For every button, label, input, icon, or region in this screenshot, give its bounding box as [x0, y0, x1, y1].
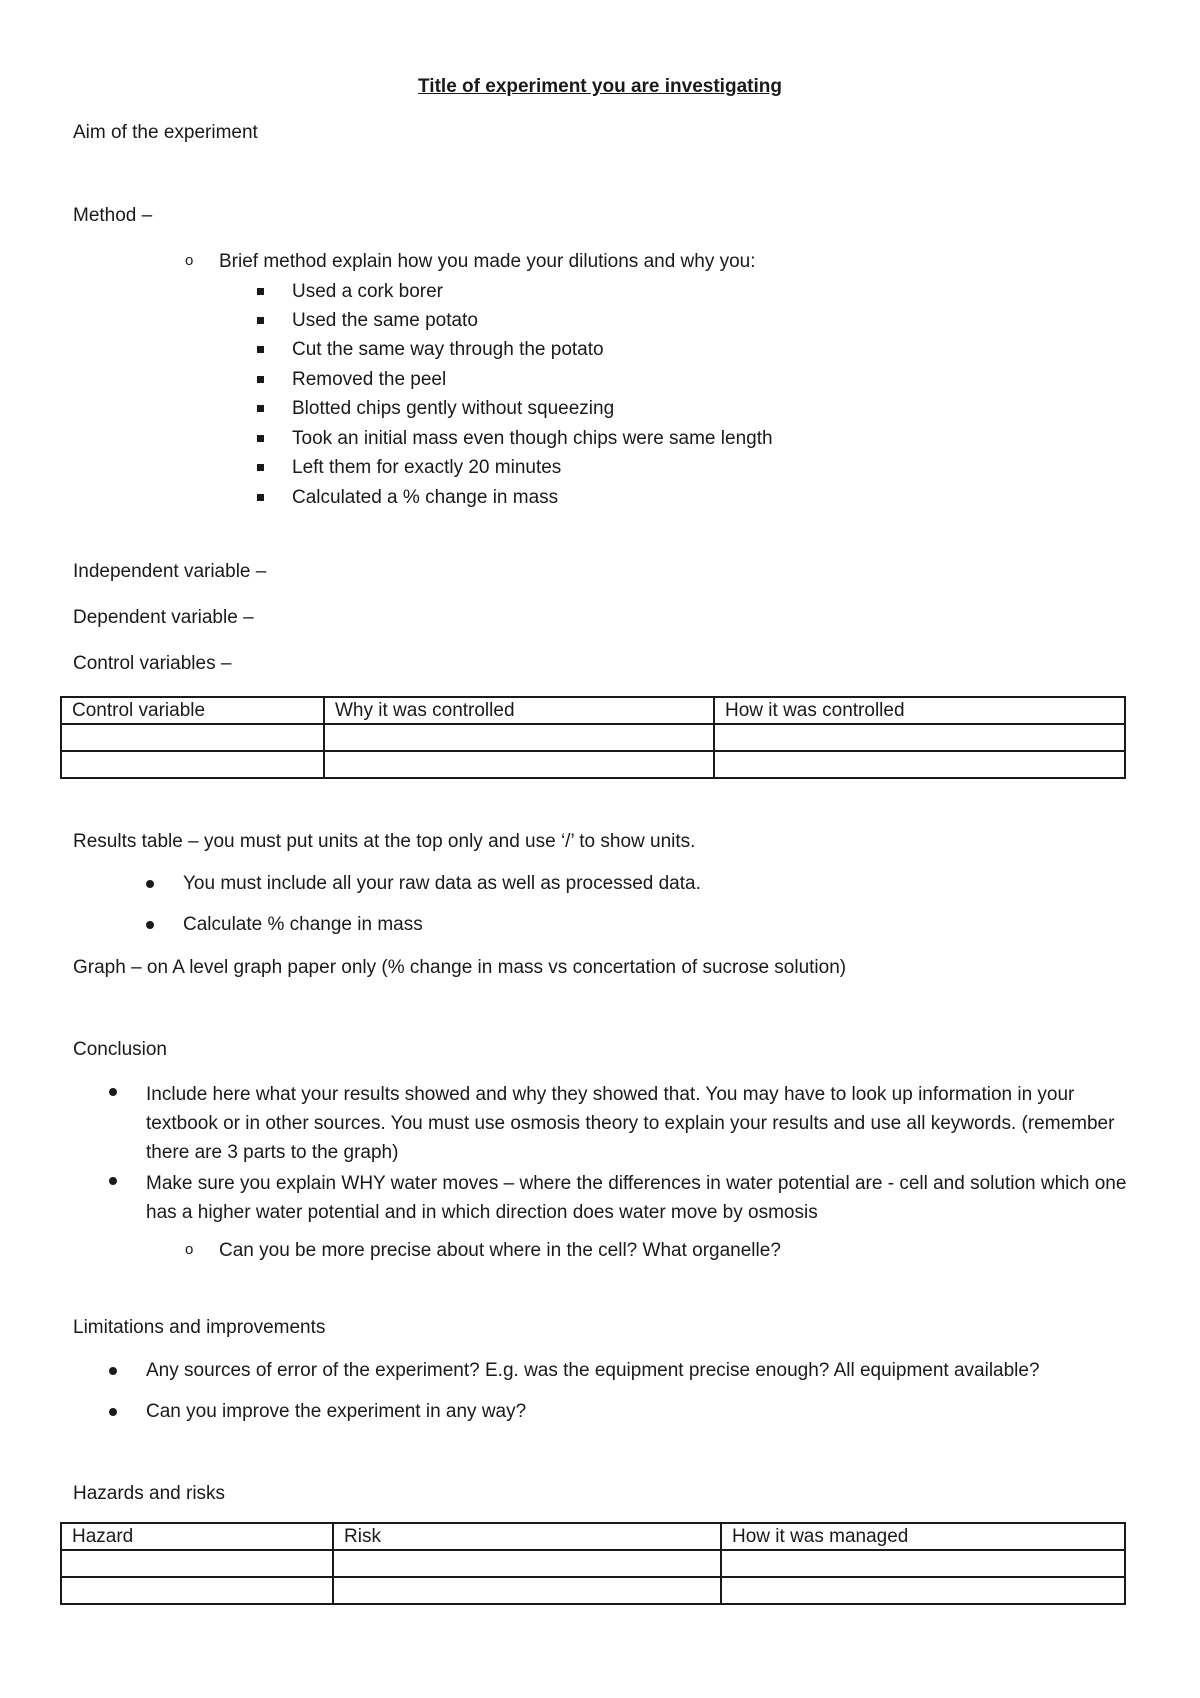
table-cell[interactable]	[324, 751, 714, 778]
conclusion-bullet: Make sure you explain WHY water moves – where the differences in water potential are - cell and solution which one has a higher water potential and in which direction does water move by osmosis	[146, 1173, 1127, 1223]
dot-bullet-icon	[146, 921, 154, 929]
table-cell[interactable]	[721, 1550, 1125, 1577]
table-header-cell: Risk	[333, 1523, 721, 1550]
method-item: Cut the same way through the potato	[292, 339, 604, 360]
square-bullet-icon	[257, 376, 264, 383]
square-bullet-icon	[257, 317, 264, 324]
dependent-variable-label: Dependent variable –	[73, 607, 254, 628]
table-cell[interactable]	[714, 724, 1125, 751]
table-cell[interactable]	[333, 1550, 721, 1577]
table-header-row	[61, 697, 1125, 724]
table-cell[interactable]	[721, 1577, 1125, 1604]
method-item: Took an initial mass even though chips were same length	[292, 428, 773, 449]
table-cell[interactable]	[61, 1577, 333, 1604]
square-bullet-icon	[257, 435, 264, 442]
dot-bullet-icon	[109, 1408, 117, 1416]
table-header-cell: How it was managed	[721, 1523, 1125, 1550]
table-header-cell: How it was controlled	[714, 697, 1125, 724]
method-item: Blotted chips gently without squeezing	[292, 398, 615, 419]
method-item: Used the same potato	[292, 310, 478, 331]
table-header-cell: Why it was controlled	[324, 697, 714, 724]
dot-bullet-icon	[146, 880, 154, 888]
table-row	[61, 1577, 1125, 1604]
dot-bullet-icon	[109, 1088, 117, 1096]
table-cell[interactable]	[61, 1550, 333, 1577]
table-cell[interactable]	[324, 724, 714, 751]
method-item: Removed the peel	[292, 369, 447, 390]
limitations-bullet: Any sources of error of the experiment? E.g. was the equipment precise enough? All equipment available?	[146, 1360, 1040, 1381]
square-bullet-icon	[257, 288, 264, 295]
circle-bullet-icon: o	[185, 252, 194, 269]
square-bullet-icon	[257, 346, 264, 353]
limitations-bullet: Can you improve the experiment in any way?	[146, 1401, 527, 1422]
conclusion-sub-bullet: Can you be more precise about where in the cell? What organelle?	[219, 1240, 781, 1261]
method-label: Method –	[73, 205, 153, 226]
limitations-label: Limitations and improvements	[73, 1317, 326, 1338]
table-row	[61, 1550, 1125, 1577]
table-cell[interactable]	[714, 751, 1125, 778]
results-bullet: Calculate % change in mass	[183, 914, 423, 935]
table-cell[interactable]	[61, 724, 324, 751]
square-bullet-icon	[257, 464, 264, 471]
method-item: Used a cork borer	[292, 281, 444, 302]
control-variables-table	[60, 696, 1126, 779]
independent-variable-label: Independent variable –	[73, 561, 267, 582]
square-bullet-icon	[257, 405, 264, 412]
method-intro: Brief method explain how you made your dilutions and why you:	[219, 251, 756, 272]
table-header-cell: Hazard	[61, 1523, 333, 1550]
hazards-table	[60, 1522, 1126, 1605]
table-row	[61, 751, 1125, 778]
circle-bullet-icon: o	[185, 1241, 194, 1258]
square-bullet-icon	[257, 494, 264, 501]
table-row	[61, 724, 1125, 751]
conclusion-bullet: Include here what your results showed and why they showed that. You may have to look up information in your textbook or in other sources. You must use osmosis theory to explain your results and use all keywords. (remember there are 3 parts to the graph)	[146, 1084, 1115, 1163]
graph-text: Graph – on A level graph paper only (% change in mass vs concertation of sucrose solution)	[73, 957, 847, 978]
hazards-label: Hazards and risks	[73, 1483, 226, 1504]
conclusion-label: Conclusion	[73, 1039, 167, 1060]
control-variables-label: Control variables –	[73, 653, 232, 674]
results-text: Results table – you must put units at the top only and use ‘/’ to show units.	[73, 831, 696, 852]
table-cell[interactable]	[333, 1577, 721, 1604]
dot-bullet-icon	[109, 1367, 117, 1375]
table-header-cell: Control variable	[61, 697, 324, 724]
method-item: Left them for exactly 20 minutes	[292, 457, 562, 478]
table-cell[interactable]	[61, 751, 324, 778]
results-bullet: You must include all your raw data as well as processed data.	[183, 873, 701, 894]
method-item: Calculated a % change in mass	[292, 487, 559, 508]
table-header-row	[61, 1523, 1125, 1550]
dot-bullet-icon	[109, 1177, 117, 1185]
page-title: Title of experiment you are investigating	[418, 76, 782, 97]
aim-label: Aim of the experiment	[73, 122, 258, 143]
